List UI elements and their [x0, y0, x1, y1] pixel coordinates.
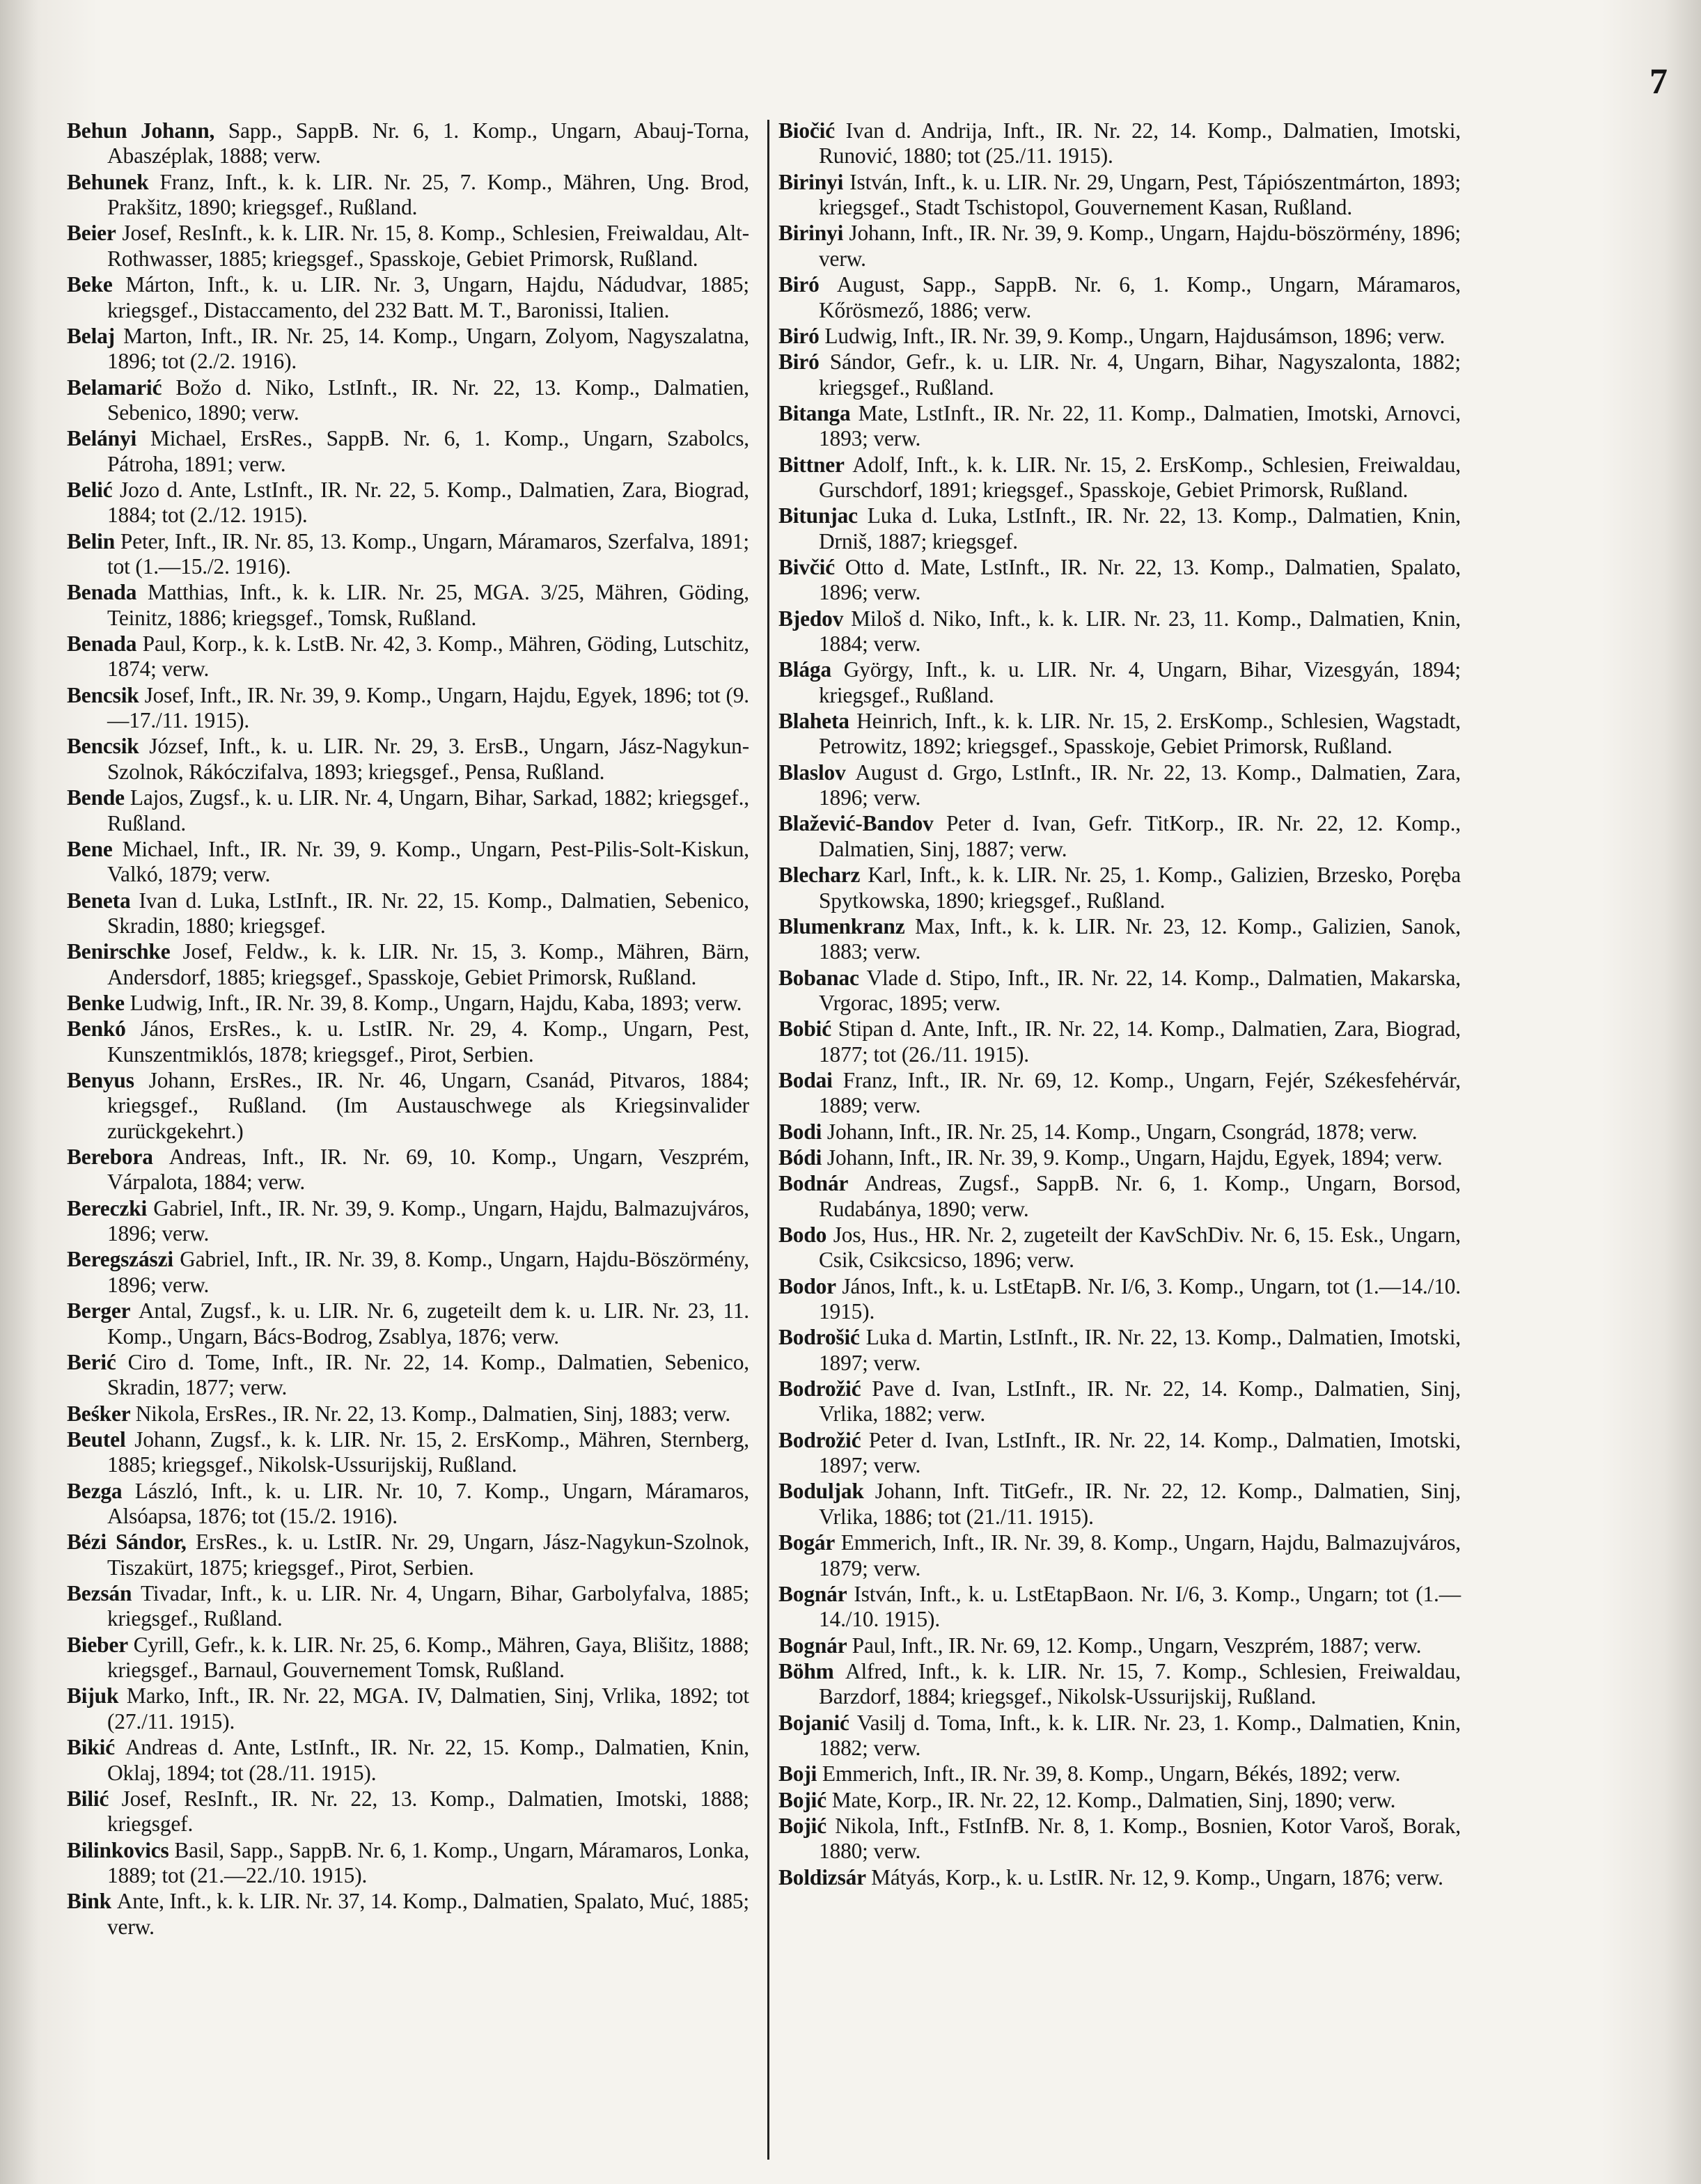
entry-details: Mate, LstInft., IR. Nr. 22, 11. Komp., Dalmatien, Imotski, Arnovci, 1893; verw. — [819, 400, 1461, 451]
entry-surname: Beneta — [67, 888, 131, 913]
entry-surname: Birinyi — [778, 169, 844, 194]
roster-entry — [778, 1788, 1461, 1813]
entry-surname: Blaslov — [778, 760, 846, 785]
entry-details: Heinrich, Inft., k. k. LIR. Nr. 15, 2. ErsKomp., Schlesien, Wagstadt, Petrowitz, 1892; kriegsgef., Spasskoje, Gebiet Primorsk, Rußland. — [819, 709, 1461, 759]
entry-details: Emmerich, Inft., IR. Nr. 39, 8. Komp., Ungarn, Hajdu, Balmazujváros, 1879; verw. — [819, 1530, 1461, 1580]
entry-surname: Bognár — [778, 1581, 847, 1606]
roster-entry — [67, 1479, 749, 1530]
entry-surname: Bieber — [67, 1632, 128, 1657]
entry-surname: Bene — [67, 836, 113, 861]
entry-surname: Bijuk — [67, 1683, 119, 1708]
entry-surname: Belamarić — [67, 375, 162, 400]
roster-entry — [67, 1247, 749, 1298]
entry-surname: Bilinkovics — [67, 1837, 169, 1862]
entry-details: Josef, ResInft., IR. Nr. 22, 13. Komp., Dalmatien, Imotski, 1888; kriegsgef. — [107, 1786, 749, 1837]
entry-surname: Bobanac — [778, 965, 859, 990]
entry-surname: Bodi — [778, 1119, 822, 1144]
entry-surname: Böhm — [778, 1658, 834, 1683]
roster-entry — [778, 349, 1461, 400]
right-column — [778, 118, 1461, 1891]
entry-details: Božo d. Niko, LstInft., IR. Nr. 22, 13. Komp., Dalmatien, Sebenico, 1890; verw. — [107, 375, 750, 425]
roster-entry — [778, 1479, 1461, 1530]
roster-entry — [67, 1298, 749, 1349]
entry-surname: Bognár — [778, 1633, 847, 1658]
entry-surname: Benada — [67, 580, 137, 605]
entry-surname: Blumenkranz — [778, 913, 905, 938]
entry-surname: Benada — [67, 631, 137, 657]
entry-details: Michael, Inft., IR. Nr. 39, 9. Komp., Ungarn, Pest-Pilis-Solt-Kiskun, Valkó, 1879; verw. — [107, 836, 749, 887]
entry-surname: Blecharz — [778, 863, 861, 888]
entry-surname: Bende — [67, 785, 125, 810]
entry-surname: Blága — [778, 657, 831, 682]
roster-entry — [67, 631, 749, 682]
entry-details: Paul, Korp., k. k. LstB. Nr. 42, 3. Komp., Mähren, Göding, Lutschitz, 1874; verw. — [107, 631, 749, 682]
entry-surname: Bjedov — [778, 606, 844, 631]
roster-entry — [67, 272, 749, 323]
entry-details: Gabriel, Inft., IR. Nr. 39, 8. Komp., Ungarn, Hajdu-Böszörmény, 1896; verw. — [107, 1247, 749, 1297]
left-column — [67, 118, 749, 1940]
entry-details: Antal, Zugsf., k. u. LIR. Nr. 6, zugeteilt dem k. u. LIR. Nr. 23, 11. Komp., Ungarn, Bács-Bodrog, Zsablya, 1876; verw. — [107, 1298, 750, 1349]
roster-entry — [67, 1581, 749, 1632]
entry-details: Karl, Inft., k. k. LIR. Nr. 25, 1. Komp., Galizien, Brzesko, Poręba Spytkowska, 1890; kriegsgef., Rußland. — [819, 863, 1461, 913]
roster-entry — [67, 1068, 749, 1144]
roster-entry — [67, 170, 749, 221]
roster-entry — [778, 401, 1461, 452]
entry-surname: Bodrožić — [778, 1376, 861, 1401]
entry-surname: Benke — [67, 990, 125, 1015]
roster-entry — [778, 1428, 1461, 1479]
roster-entry — [778, 1223, 1461, 1273]
entry-surname: Beregszászi — [67, 1247, 173, 1272]
entry-details: Marton, Inft., IR. Nr. 25, 14. Komp., Ungarn, Zolyom, Nagyszalatna, 1896; tot (2./2. 1916). — [107, 323, 750, 374]
entry-details: Marko, Inft., IR. Nr. 22, MGA. IV, Dalmatien, Sinj, Vrlika, 1892; tot (27./11. 1915). — [107, 1683, 749, 1734]
roster-entry — [778, 1711, 1461, 1761]
entry-surname: Bezga — [67, 1478, 123, 1503]
entry-details: Luka d. Martin, LstInft., IR. Nr. 22, 13. Komp., Dalmatien, Imotski, 1897; verw. — [819, 1325, 1461, 1375]
roster-entry — [778, 1274, 1461, 1325]
entry-details: Michael, ErsRes., SappB. Nr. 6, 1. Komp., Ungarn, Szabolcs, Pátroha, 1891; verw. — [107, 426, 749, 476]
entry-surname: Bojanić — [778, 1710, 849, 1735]
entry-details: Peter, Inft., IR. Nr. 85, 13. Komp., Ungarn, Máramaros, Szerfalva, 1891; tot (1.—15./2. 1916). — [107, 528, 749, 579]
entry-surname: Bivčić — [778, 554, 836, 579]
entry-details: Alfred, Inft., k. k. LIR. Nr. 15, 7. Komp., Schlesien, Freiwaldau, Barzdorf, 1884; kriegsgef., Nikolsk-Ussurijskij, Rußland. — [819, 1658, 1461, 1709]
entry-details: János, ErsRes., k. u. LstIR. Nr. 29, 4. Komp., Ungarn, Pest, Kunszentmiklós, 1878; kriegsgef., Pirot, Serbien. — [107, 1016, 749, 1067]
roster-entry — [778, 1068, 1461, 1119]
entry-surname: Biočić — [778, 118, 836, 143]
roster-entry — [67, 1735, 749, 1786]
entry-surname: Bodor — [778, 1273, 836, 1298]
entry-surname: Bódi — [778, 1145, 822, 1170]
roster-entry — [67, 939, 749, 990]
roster-entry — [778, 657, 1461, 708]
roster-entry — [67, 580, 749, 631]
roster-entry — [778, 1325, 1461, 1376]
entry-details: Ante, Inft., k. k. LIR. Nr. 37, 14. Komp., Dalmatien, Spalato, Muć, 1885; verw. — [107, 1889, 749, 1939]
roster-entry — [778, 170, 1461, 221]
entry-surname: Bodai — [778, 1067, 833, 1092]
roster-entry — [778, 1145, 1461, 1170]
entry-surname: Bojić — [778, 1813, 826, 1838]
entry-details: Josef, Inft., IR. Nr. 39, 9. Komp., Ungarn, Hajdu, Egyek, 1896; tot (9.—17./11. 1915). — [107, 682, 750, 733]
entry-details: Johann, Zugsf., k. k. LIR. Nr. 15, 2. ErsKomp., Mähren, Sternberg, 1885; kriegsgef., Nikolsk-Ussurijskij, Rußland. — [107, 1427, 749, 1477]
entry-details: Pave d. Ivan, LstInft., IR. Nr. 22, 14. Komp., Dalmatien, Sinj, Vrlika, 1882; verw. — [819, 1376, 1461, 1427]
roster-entry — [778, 1530, 1461, 1581]
entry-details: Cyrill, Gefr., k. k. LIR. Nr. 25, 6. Komp., Mähren, Gaya, Blišitz, 1888; kriegsgef., Barnaul, Gouvernement Tomsk, Rußland. — [107, 1632, 749, 1683]
entry-surname: Blažević-Bandov — [778, 811, 934, 836]
entry-details: Jos, Hus., HR. Nr. 2, zugeteilt der KavSchDiv. Nr. 6, 15. Esk., Ungarn, Csik, Csikcsicso, 1896; verw. — [819, 1222, 1461, 1273]
roster-entry — [67, 1530, 749, 1580]
roster-entry — [67, 1350, 749, 1401]
roster-entry — [778, 606, 1461, 657]
roster-entry — [778, 1865, 1461, 1890]
entry-details: Nikola, ErsRes., IR. Nr. 22, 13. Komp., Dalmatien, Sinj, 1883; verw. — [135, 1401, 731, 1426]
entry-details: István, Inft., k. u. LstEtapBaon. Nr. I/6, 3. Komp., Ungarn; tot (1.—14./10. 1915). — [819, 1581, 1461, 1632]
roster-entry — [67, 734, 749, 785]
entry-surname: Belaj — [67, 323, 115, 348]
entry-surname: Bikić — [67, 1735, 116, 1760]
entry-details: Tivadar, Inft., k. u. LIR. Nr. 4, Ungarn, Bihar, Garbolyfalva, 1885; kriegsgef., Rußland. — [107, 1580, 750, 1631]
entry-surname: Benirschke — [67, 939, 171, 964]
entry-details: Sapp., SappB. Nr. 6, 1. Komp., Ungarn, Abauj-Torna, Abaszéplak, 1888; verw. — [107, 118, 750, 168]
roster-entry — [67, 1196, 749, 1247]
entry-details: Sándor, Gefr., k. u. LIR. Nr. 4, Ungarn, Bihar, Nagyszalonta, 1882; kriegsgef., Rußland. — [819, 349, 1461, 400]
entry-surname: Bink — [67, 1889, 111, 1914]
entry-surname: Boduljak — [778, 1479, 864, 1504]
entry-details: Paul, Inft., IR. Nr. 69, 12. Komp., Ungarn, Veszprém, 1887; verw. — [852, 1633, 1422, 1658]
entry-details: Ivan d. Luka, LstInft., IR. Nr. 22, 15. Komp., Dalmatien, Sebenico, Skradin, 1880; kriegsgef. — [107, 888, 749, 938]
entry-details: Vlade d. Stipo, Inft., IR. Nr. 22, 14. Komp., Dalmatien, Makarska, Vrgorac, 1895; verw. — [819, 965, 1461, 1015]
entry-details: Ludwig, Inft., IR. Nr. 39, 9. Komp., Ungarn, Hajdusámson, 1896; verw. — [824, 323, 1445, 348]
entry-surname: Behunek — [67, 169, 149, 194]
entry-surname: Boldizsár — [778, 1864, 866, 1890]
entry-details: László, Inft., k. u. LIR. Nr. 10, 7. Komp., Ungarn, Máramaros, Alsóapsa, 1876; tot (15./2. 1916). — [107, 1478, 750, 1528]
roster-entry — [67, 1786, 749, 1837]
roster-entry — [67, 785, 749, 836]
entry-surname: Bodrošić — [778, 1325, 860, 1350]
entry-surname: Bereczki — [67, 1195, 148, 1220]
entry-surname: Biró — [778, 349, 820, 375]
entry-surname: Bilić — [67, 1786, 109, 1811]
entry-surname: Berebora — [67, 1145, 153, 1170]
roster-entry — [67, 529, 749, 580]
roster-entry — [778, 1171, 1461, 1222]
roster-entry — [67, 683, 749, 734]
entry-surname: Beke — [67, 272, 113, 297]
entry-details: Lajos, Zugsf., k. u. LIR. Nr. 4, Ungarn, Bihar, Sarkad, 1882; kriegsgef., Rußland. — [107, 785, 750, 835]
roster-entry — [778, 914, 1461, 965]
entry-surname: Bodo — [778, 1222, 827, 1247]
roster-entry — [778, 272, 1461, 323]
entry-surname: Boji — [778, 1761, 817, 1786]
entry-details: Max, Inft., k. k. LIR. Nr. 23, 12. Komp., Galizien, Sanok, 1883; verw. — [819, 913, 1461, 964]
column-divider — [767, 120, 769, 2160]
roster-entry — [67, 837, 749, 888]
entry-surname: Bogár — [778, 1530, 835, 1555]
entry-surname: Bittner — [778, 452, 845, 477]
roster-entry — [67, 375, 749, 426]
entry-details: Luka d. Luka, LstInft., IR. Nr. 22, 13. Komp., Dalmatien, Knin, Drniš, 1887; kriegsgef. — [819, 503, 1461, 553]
entry-details: Miloš d. Niko, Inft., k. k. LIR. Nr. 23, 11. Komp., Dalmatien, Knin, 1884; verw. — [819, 606, 1461, 657]
entry-surname: Bodnár — [778, 1171, 848, 1196]
entry-surname: Belić — [67, 477, 113, 502]
entry-details: Gabriel, Inft., IR. Nr. 39, 9. Komp., Ungarn, Hajdu, Balmazujváros, 1896; verw. — [107, 1195, 749, 1246]
entry-details: István, Inft., k. u. LIR. Nr. 29, Ungarn, Pest, Tápiószentmárton, 1893; kriegsgef., Stadt Tschistopol, Gouvernement Kasan, Rußland. — [819, 169, 1461, 220]
roster-entry — [778, 1814, 1461, 1864]
entry-surname: Biró — [778, 323, 820, 348]
roster-entry — [67, 1633, 749, 1683]
entry-details: József, Inft., k. u. LIR. Nr. 29, 3. ErsB., Ungarn, Jász-Nagykun-Szolnok, Rákóczifalva, 1893; kriegsgef., Pensa, Rußland. — [107, 734, 750, 784]
entry-details: Franz, Inft., k. k. LIR. Nr. 25, 7. Komp., Mähren, Ung. Brod, Prakšitz, 1890; kriegsgef., Rußland. — [107, 169, 749, 220]
entry-surname: Beutel — [67, 1427, 126, 1452]
entry-details: Johann, Inft., IR. Nr. 25, 14. Komp., Ungarn, Csongrád, 1878; verw. — [826, 1119, 1418, 1144]
entry-details: Andreas, Zugsf., SappB. Nr. 6, 1. Komp., Ungarn, Borsod, Rudabánya, 1890; verw. — [819, 1171, 1461, 1221]
entry-details: Johann, Inft. TitGefr., IR. Nr. 22, 12. Komp., Dalmatien, Sinj, Vrlika, 1886; tot (21./11. 1915). — [819, 1479, 1461, 1529]
entry-details: Ivan d. Andrija, Inft., IR. Nr. 22, 14. Komp., Dalmatien, Imotski, Runović, 1880; tot (25./11. 1915). — [819, 118, 1461, 168]
entry-surname: Bencsik — [67, 734, 139, 759]
entry-details: Vasilj d. Toma, Inft., k. k. LIR. Nr. 23, 1. Komp., Dalmatien, Knin, 1882; verw. — [819, 1710, 1461, 1760]
entry-surname: Belin — [67, 528, 116, 553]
entry-details: Andreas, Inft., IR. Nr. 69, 10. Komp., Ungarn, Veszprém, Várpalota, 1884; verw. — [107, 1145, 749, 1195]
entry-details: György, Inft., k. u. LIR. Nr. 4, Ungarn, Bihar, Vizesgyán, 1894; kriegsgef., Rußland. — [819, 657, 1461, 707]
roster-entry — [778, 811, 1461, 862]
entry-details: Josef, ResInft., k. k. LIR. Nr. 15, 8. Komp., Schlesien, Freiwaldau, Alt-Rothwasser, 1885; kriegsgef., Spasskoje, Gebiet Primorsk, Rußland. — [107, 221, 749, 271]
roster-entry — [67, 1889, 749, 1940]
entry-surname: Benkó — [67, 1016, 126, 1042]
entry-surname: Bencsik — [67, 682, 139, 707]
entry-surname: Behun Johann, — [67, 118, 215, 143]
entry-surname: Belányi — [67, 426, 137, 451]
roster-entry — [778, 1016, 1461, 1067]
entry-details: Johann, Inft., IR. Nr. 39, 9. Komp., Ungarn, Hajdu, Egyek, 1894; verw. — [826, 1145, 1443, 1170]
entry-surname: Birinyi — [778, 221, 844, 246]
roster-entry — [67, 118, 749, 169]
entry-details: János, Inft., k. u. LstEtapB. Nr. I/6, 3. Komp., Ungarn, tot (1.—14./10. 1915). — [819, 1273, 1461, 1324]
roster-entry — [778, 709, 1461, 760]
entry-surname: Bezsán — [67, 1580, 132, 1605]
entry-surname: Berić — [67, 1349, 116, 1374]
entry-surname: Bobić — [778, 1016, 831, 1042]
roster-entry — [778, 324, 1461, 349]
roster-entry — [778, 863, 1461, 913]
entry-details: Mátyás, Korp., k. u. LstIR. Nr. 12, 9. Komp., Ungarn, 1876; verw. — [871, 1864, 1443, 1890]
roster-entry — [67, 324, 749, 375]
roster-entry — [778, 760, 1461, 811]
entry-details: Peter d. Ivan, LstInft., IR. Nr. 22, 14. Komp., Dalmatien, Imotski, 1897; verw. — [819, 1427, 1461, 1478]
entry-details: Ludwig, Inft., IR. Nr. 39, 8. Komp., Ungarn, Hajdu, Kaba, 1893; verw. — [130, 990, 742, 1015]
entry-details: Josef, Feldw., k. k. LIR. Nr. 15, 3. Komp., Mähren, Bärn, Andersdorf, 1885; kriegsgef., Spasskoje, Gebiet Primorsk, Rußland. — [107, 939, 749, 989]
roster-entry — [778, 1761, 1461, 1786]
entry-surname: Bitanga — [778, 400, 851, 425]
entry-surname: Bojić — [778, 1787, 826, 1812]
entry-details: Ciro d. Tome, Inft., IR. Nr. 22, 14. Komp., Dalmatien, Sebenico, Skradin, 1877; verw. — [107, 1349, 749, 1400]
roster-entry — [67, 221, 749, 272]
roster-entry — [778, 221, 1461, 272]
roster-entry — [67, 1016, 749, 1067]
entry-surname: Beśker — [67, 1401, 130, 1426]
entry-details: Basil, Sapp., SappB. Nr. 6, 1. Komp., Ungarn, Máramaros, Lonka, 1889; tot (21.—22./10. 1915). — [107, 1837, 749, 1887]
entry-surname: Bodrožić — [778, 1427, 861, 1452]
roster-entry — [778, 1376, 1461, 1427]
entry-details: Nikola, Inft., FstInfB. Nr. 8, 1. Komp., Bosnien, Kotor Varoš, Borak, 1880; verw. — [819, 1813, 1461, 1864]
roster-entry — [778, 966, 1461, 1016]
roster-entry — [67, 1145, 749, 1195]
roster-entry — [778, 1120, 1461, 1145]
roster-entry — [778, 555, 1461, 606]
roster-entry — [67, 1401, 749, 1427]
entry-details: August, Sapp., SappB. Nr. 6, 1. Komp., Ungarn, Máramaros, Kőrösmező, 1886; verw. — [819, 272, 1461, 322]
roster-entry — [67, 478, 749, 528]
entry-details: Adolf, Inft., k. k. LIR. Nr. 15, 2. ErsKomp., Schlesien, Freiwaldau, Gurschdorf, 1891; kriegsgef., Spasskoje, Gebiet Primorsk, Rußland. — [819, 452, 1461, 502]
entry-details: Andreas d. Ante, LstInft., IR. Nr. 22, 15. Komp., Dalmatien, Knin, Oklaj, 1894; tot (28./11. 1915). — [107, 1735, 750, 1785]
entry-details: Johann, Inft., IR. Nr. 39, 9. Komp., Ungarn, Hajdu-böszörmény, 1896; verw. — [819, 221, 1461, 271]
entry-details: Otto d. Mate, LstInft., IR. Nr. 22, 13. Komp., Dalmatien, Spalato, 1896; verw. — [819, 554, 1461, 605]
entry-details: Johann, ErsRes., IR. Nr. 46, Ungarn, Csanád, Pitvaros, 1884; kriegsgef., Rußland. (Im Austauschwege als Kriegsinvalider zurückgekehrt.) — [107, 1067, 750, 1143]
entry-details: Stipan d. Ante, Inft., IR. Nr. 22, 14. Komp., Dalmatien, Zara, Biograd, 1877; tot (26./11. 1915). — [819, 1016, 1461, 1067]
roster-entry — [778, 1659, 1461, 1710]
roster-entry — [778, 1633, 1461, 1658]
entry-surname: Beier — [67, 221, 116, 246]
entry-details: Matthias, Inft., k. k. LIR. Nr. 25, MGA. 3/25, Mähren, Göding, Teinitz, 1886; kriegsgef., Tomsk, Rußland. — [107, 580, 749, 630]
roster-entry — [67, 1427, 749, 1478]
roster-entry — [778, 118, 1461, 169]
roster-entry — [67, 1838, 749, 1889]
entry-details: Franz, Inft., IR. Nr. 69, 12. Komp., Ungarn, Fejér, Székesfehérvár, 1889; verw. — [819, 1067, 1461, 1118]
entry-surname: Blaheta — [778, 709, 849, 734]
entry-details: Jozo d. Ante, LstInft., IR. Nr. 22, 5. Komp., Dalmatien, Zara, Biograd, 1884; tot (2./12. 1915). — [107, 477, 749, 528]
roster-entry — [67, 1683, 749, 1734]
entry-surname: Benyus — [67, 1067, 134, 1092]
entry-surname: Bitunjac — [778, 503, 858, 528]
roster-entry — [778, 1582, 1461, 1633]
entry-details: Márton, Inft., k. u. LIR. Nr. 3, Ungarn, Hajdu, Nádudvar, 1885; kriegsgef., Distaccamento, del 232 Batt. M. T., Baronissi, Italien. — [107, 272, 749, 322]
roster-entry — [67, 991, 749, 1016]
roster-entry — [778, 453, 1461, 503]
entry-surname: Bézi Sándor, — [67, 1530, 187, 1555]
roster-entry — [67, 426, 749, 477]
roster-entry — [67, 888, 749, 939]
entry-details: Peter d. Ivan, Gefr. TitKorp., IR. Nr. 22, 12. Komp., Dalmatien, Sinj, 1887; verw. — [819, 811, 1461, 861]
roster-entry — [778, 503, 1461, 554]
entry-details: Emmerich, Inft., IR. Nr. 39, 8. Komp., Ungarn, Békés, 1892; verw. — [822, 1761, 1401, 1786]
entry-details: Mate, Korp., IR. Nr. 22, 12. Komp., Dalmatien, Sinj, 1890; verw. — [831, 1787, 1396, 1812]
page-number: 7 — [1649, 62, 1668, 102]
entry-surname: Biró — [778, 272, 820, 297]
entry-details: August d. Grgo, LstInft., IR. Nr. 22, 13. Komp., Dalmatien, Zara, 1896; verw. — [819, 760, 1461, 810]
entry-details: ErsRes., k. u. LstIR. Nr. 29, Ungarn, Jász-Nagykun-Szolnok, Tiszakürt, 1875; kriegsgef., Pirot, Serbien. — [107, 1530, 750, 1580]
entry-surname: Berger — [67, 1298, 130, 1323]
